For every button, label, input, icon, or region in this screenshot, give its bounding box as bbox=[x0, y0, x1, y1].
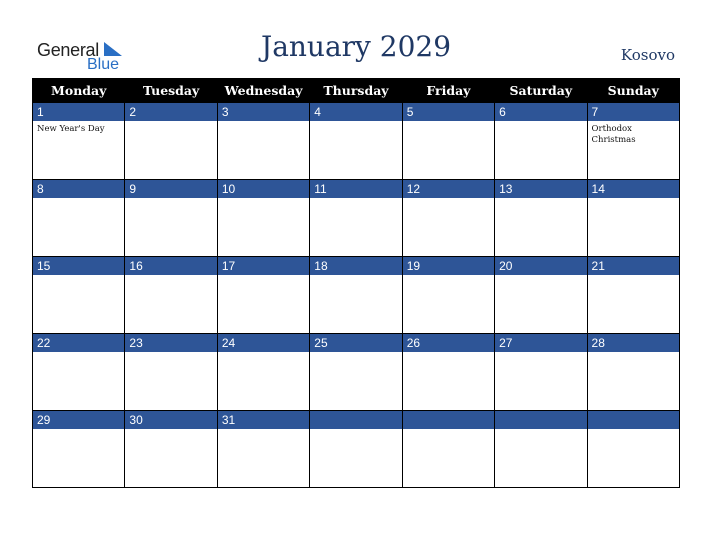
day-number: 18 bbox=[310, 257, 401, 275]
day-cell bbox=[310, 180, 402, 257]
day-number: 27 bbox=[495, 334, 586, 352]
day-cell bbox=[33, 180, 125, 257]
day-cell bbox=[310, 411, 402, 488]
day-number: 7 bbox=[588, 103, 679, 121]
holiday-label bbox=[218, 198, 309, 201]
day-cell bbox=[587, 180, 679, 257]
country-label: Kosovo bbox=[620, 46, 675, 64]
day-cell bbox=[495, 103, 587, 180]
day-number: 5 bbox=[403, 103, 494, 121]
holiday-label bbox=[310, 429, 401, 432]
day-number: 10 bbox=[218, 180, 309, 198]
day-cell bbox=[310, 257, 402, 334]
logo-text-blue: Blue bbox=[87, 56, 120, 73]
day-number: 30 bbox=[125, 411, 216, 429]
holiday-label bbox=[125, 198, 216, 201]
day-cell bbox=[125, 411, 217, 488]
day-number bbox=[403, 411, 494, 429]
holiday-label bbox=[495, 121, 586, 124]
day-cell bbox=[33, 411, 125, 488]
holiday-label bbox=[125, 352, 216, 355]
day-number: 20 bbox=[495, 257, 586, 275]
day-cell bbox=[495, 411, 587, 488]
day-cell bbox=[217, 334, 309, 411]
day-number: 4 bbox=[310, 103, 401, 121]
day-cell bbox=[495, 180, 587, 257]
day-cell bbox=[125, 257, 217, 334]
day-number: 26 bbox=[403, 334, 494, 352]
day-number: 22 bbox=[33, 334, 124, 352]
day-number: 14 bbox=[588, 180, 679, 198]
holiday-label bbox=[125, 429, 216, 432]
day-number: 29 bbox=[33, 411, 124, 429]
day-cell bbox=[587, 257, 679, 334]
day-cell bbox=[310, 334, 402, 411]
day-number: 31 bbox=[218, 411, 309, 429]
day-cell bbox=[217, 257, 309, 334]
day-cell bbox=[217, 103, 309, 180]
week-row bbox=[33, 103, 680, 180]
day-number: 9 bbox=[125, 180, 216, 198]
day-cell bbox=[402, 180, 494, 257]
week-row bbox=[33, 180, 680, 257]
day-cell bbox=[217, 411, 309, 488]
holiday-label bbox=[403, 121, 494, 124]
holiday-label bbox=[403, 198, 494, 201]
day-number: 12 bbox=[403, 180, 494, 198]
day-number: 13 bbox=[495, 180, 586, 198]
holiday-label bbox=[218, 275, 309, 278]
weekday-header: Thursday bbox=[310, 79, 402, 103]
holiday-label bbox=[125, 275, 216, 278]
day-cell bbox=[587, 103, 679, 180]
day-number: 15 bbox=[33, 257, 124, 275]
day-cell bbox=[495, 334, 587, 411]
day-cell bbox=[33, 334, 125, 411]
day-number: 23 bbox=[125, 334, 216, 352]
day-number: 28 bbox=[588, 334, 679, 352]
day-cell bbox=[33, 103, 125, 180]
day-cell bbox=[587, 334, 679, 411]
logo-text-general: General bbox=[37, 40, 99, 60]
holiday-label bbox=[218, 429, 309, 432]
holiday-label bbox=[218, 352, 309, 355]
day-number: 6 bbox=[495, 103, 586, 121]
day-number: 24 bbox=[218, 334, 309, 352]
day-number: 11 bbox=[310, 180, 401, 198]
holiday-label bbox=[588, 429, 679, 432]
holiday-label bbox=[218, 121, 309, 124]
holiday-label: Orthodox Christmas bbox=[591, 124, 636, 145]
holiday-label bbox=[403, 275, 494, 278]
day-number: 3 bbox=[218, 103, 309, 121]
weekday-header: Monday bbox=[33, 79, 125, 103]
day-number: 8 bbox=[33, 180, 124, 198]
holiday-label bbox=[495, 352, 586, 355]
weekday-header-row bbox=[33, 79, 680, 103]
day-cell bbox=[125, 180, 217, 257]
week-row bbox=[33, 334, 680, 411]
day-cell bbox=[402, 411, 494, 488]
day-cell bbox=[310, 103, 402, 180]
calendar-grid bbox=[32, 78, 680, 488]
day-number: 17 bbox=[218, 257, 309, 275]
holiday-label bbox=[495, 429, 586, 432]
holiday-label: New Year's Day bbox=[37, 124, 105, 134]
day-cell bbox=[402, 257, 494, 334]
holiday-label bbox=[33, 429, 124, 432]
weekday-header: Saturday bbox=[495, 79, 587, 103]
day-cell bbox=[33, 257, 125, 334]
day-cell bbox=[125, 103, 217, 180]
day-cell bbox=[587, 411, 679, 488]
weekday-header: Tuesday bbox=[125, 79, 217, 103]
holiday-label bbox=[495, 198, 586, 201]
day-number: 1 bbox=[33, 103, 124, 121]
holiday-label bbox=[588, 275, 679, 278]
day-number bbox=[588, 411, 679, 429]
day-number: 21 bbox=[588, 257, 679, 275]
calendar-body bbox=[33, 103, 680, 488]
week-row bbox=[33, 411, 680, 488]
holiday-label bbox=[33, 198, 124, 201]
day-cell bbox=[402, 103, 494, 180]
holiday-label bbox=[588, 198, 679, 201]
holiday-label bbox=[495, 275, 586, 278]
day-number: 2 bbox=[125, 103, 216, 121]
day-number: 25 bbox=[310, 334, 401, 352]
day-number bbox=[310, 411, 401, 429]
day-number bbox=[495, 411, 586, 429]
holiday-label bbox=[310, 275, 401, 278]
holiday-label bbox=[588, 352, 679, 355]
holiday-label bbox=[33, 352, 124, 355]
holiday-label bbox=[125, 121, 216, 124]
day-cell bbox=[217, 180, 309, 257]
weekday-header: Wednesday bbox=[217, 79, 309, 103]
holiday-label bbox=[33, 275, 124, 278]
holiday-label bbox=[403, 352, 494, 355]
week-row bbox=[33, 257, 680, 334]
day-cell bbox=[402, 334, 494, 411]
holiday-label bbox=[310, 198, 401, 201]
page-title: January 2029 bbox=[260, 30, 452, 63]
holiday-label bbox=[310, 352, 401, 355]
day-cell bbox=[495, 257, 587, 334]
holiday-label bbox=[403, 429, 494, 432]
weekday-header: Friday bbox=[402, 79, 494, 103]
weekday-header: Sunday bbox=[587, 79, 679, 103]
day-number: 19 bbox=[403, 257, 494, 275]
day-number: 16 bbox=[125, 257, 216, 275]
holiday-label bbox=[310, 121, 401, 124]
day-cell bbox=[125, 334, 217, 411]
